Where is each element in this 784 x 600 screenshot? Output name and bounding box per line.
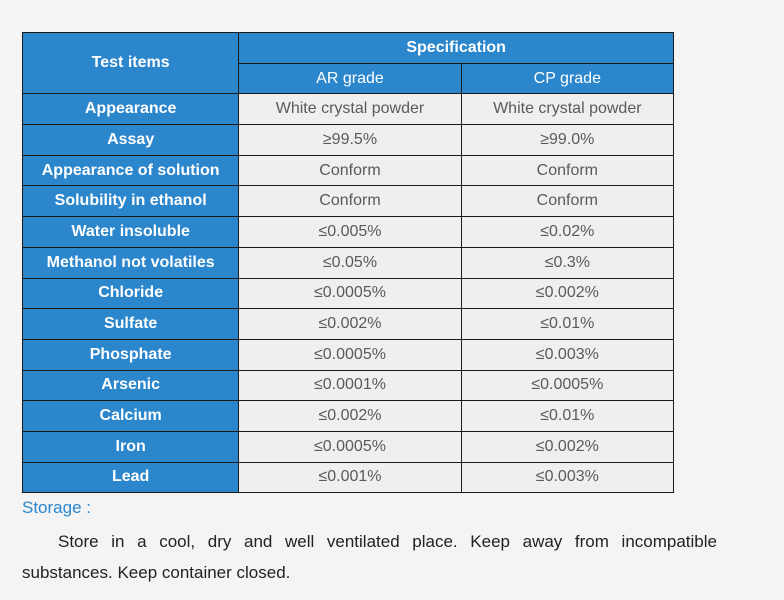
cp-grade-value: ≤0.3%: [461, 247, 673, 278]
table-row: [23, 462, 674, 493]
table-row: [23, 217, 674, 248]
table-row: [23, 247, 674, 278]
table-row: [23, 94, 674, 125]
table-row: [23, 309, 674, 340]
cp-grade-value: ≤0.002%: [461, 278, 673, 309]
test-item-cell: Assay: [23, 125, 239, 156]
storage-label: Storage :: [22, 498, 91, 517]
test-item-cell: Calcium: [23, 401, 239, 432]
test-item-cell: Iron: [23, 431, 239, 462]
table-row: [23, 186, 674, 217]
cp-grade-value: ≤0.02%: [461, 217, 673, 248]
header-specification: Specification: [239, 33, 674, 64]
ar-grade-value: ≥99.5%: [239, 125, 461, 156]
test-item-cell: Arsenic: [23, 370, 239, 401]
table-row: [23, 431, 674, 462]
ar-grade-value: Conform: [239, 186, 461, 217]
ar-grade-value: ≤0.0001%: [239, 370, 461, 401]
test-item-cell: Phosphate: [23, 339, 239, 370]
test-item-cell: Water insoluble: [23, 217, 239, 248]
ar-grade-value: ≤0.0005%: [239, 339, 461, 370]
cp-grade-value: Conform: [461, 155, 673, 186]
storage-text: Store in a cool, dry and well ventilated place. Keep away from incompatible substances. Keep container closed.: [22, 532, 717, 582]
table-row: [23, 125, 674, 156]
cp-grade-value: ≤0.01%: [461, 309, 673, 340]
ar-grade-value: ≤0.0005%: [239, 278, 461, 309]
cp-grade-value: ≤0.003%: [461, 339, 673, 370]
test-item-cell: Solubility in ethanol: [23, 186, 239, 217]
cp-grade-value: Conform: [461, 186, 673, 217]
table-body: [23, 94, 674, 493]
cp-grade-value: White crystal powder: [461, 94, 673, 125]
cp-grade-value: ≤0.003%: [461, 462, 673, 493]
test-item-cell: Chloride: [23, 278, 239, 309]
cp-grade-value: ≤0.0005%: [461, 370, 673, 401]
header-ar-grade: AR grade: [239, 63, 461, 94]
table-row: [23, 339, 674, 370]
cp-grade-value: ≤0.01%: [461, 401, 673, 432]
cp-grade-value: ≤0.002%: [461, 431, 673, 462]
ar-grade-value: Conform: [239, 155, 461, 186]
cp-grade-value: ≥99.0%: [461, 125, 673, 156]
ar-grade-value: ≤0.002%: [239, 401, 461, 432]
header-test-items: Test items: [23, 33, 239, 94]
header-cp-grade: CP grade: [461, 63, 673, 94]
specification-table: [22, 32, 674, 493]
ar-grade-value: ≤0.002%: [239, 309, 461, 340]
test-item-cell: Appearance: [23, 94, 239, 125]
ar-grade-value: ≤0.001%: [239, 462, 461, 493]
test-item-cell: Lead: [23, 462, 239, 493]
test-item-cell: Methanol not volatiles: [23, 247, 239, 278]
table-row: [23, 278, 674, 309]
ar-grade-value: ≤0.0005%: [239, 431, 461, 462]
test-item-cell: Sulfate: [23, 309, 239, 340]
test-item-cell: Appearance of solution: [23, 155, 239, 186]
ar-grade-value: ≤0.005%: [239, 217, 461, 248]
table-row: [23, 155, 674, 186]
ar-grade-value: ≤0.05%: [239, 247, 461, 278]
table-row: [23, 370, 674, 401]
ar-grade-value: White crystal powder: [239, 94, 461, 125]
table-row: [23, 401, 674, 432]
